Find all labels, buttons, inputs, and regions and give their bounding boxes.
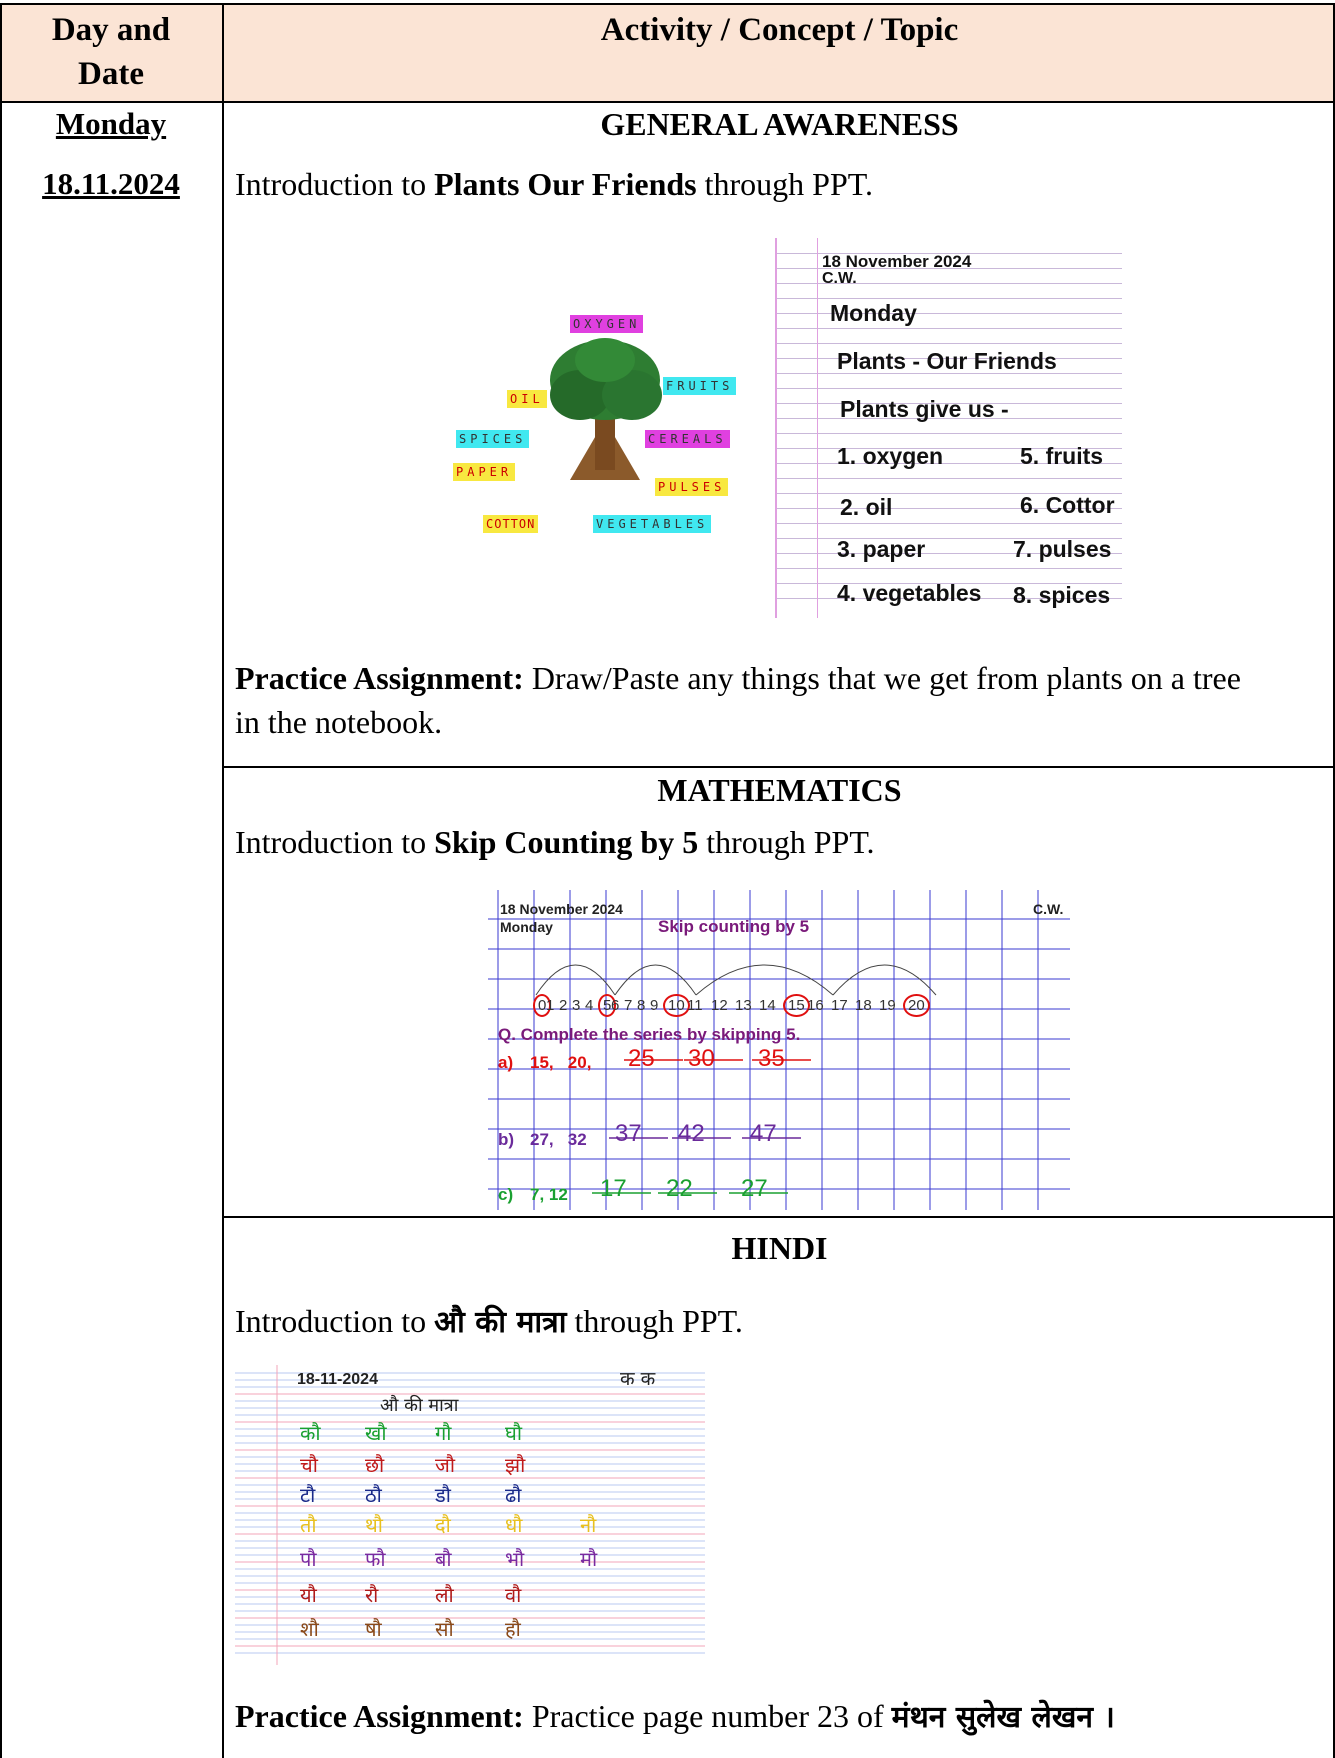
row-b-given: 27, 32: [530, 1130, 587, 1149]
nb-item: 3. paper: [837, 536, 926, 562]
matra-letter: दौ: [435, 1513, 451, 1537]
math-heading: Skip counting by 5: [658, 917, 810, 936]
number-line-value: 11: [687, 997, 703, 1014]
nb-date: 18 November 2024: [822, 252, 972, 271]
hindi-heading: औ की मात्रा: [380, 1395, 459, 1416]
matra-letter: वौ: [505, 1583, 522, 1607]
number-line-value: 19: [879, 997, 896, 1014]
number-line-value: 10: [663, 994, 690, 1017]
number-line-value: 9: [650, 997, 659, 1014]
nb-subtitle: Plants give us -: [840, 396, 1009, 422]
number-line-value: 17: [831, 997, 848, 1014]
matra-letter: ढौ: [505, 1483, 522, 1507]
row-a-label: a): [498, 1053, 514, 1072]
grid-mark: [536, 965, 615, 995]
matra-letter: जौ: [435, 1453, 456, 1477]
ga-intro: Introduction to Plants Our Friends through PPT.: [235, 166, 873, 202]
tag-cereals: CEREALS: [645, 430, 730, 448]
matra-letter: षौ: [365, 1617, 382, 1641]
math-cw: C.W.: [1033, 901, 1064, 917]
math-intro: Introduction to Skip Counting by 5 through PPT.: [235, 824, 875, 860]
matra-letter: छौ: [365, 1453, 385, 1477]
number-line-value: 4: [585, 997, 594, 1014]
tag-oil: OIL: [507, 390, 547, 408]
matra-letter: झौ: [505, 1453, 526, 1477]
number-line-value: 12: [711, 997, 728, 1014]
number-line-value: 8: [637, 997, 646, 1014]
table-border-left: [0, 3, 2, 1758]
plants-notebook-image: [775, 238, 1122, 618]
matra-letter: थौ: [365, 1513, 383, 1537]
matra-letter: मौ: [580, 1547, 598, 1571]
row-c-label: c): [498, 1185, 514, 1204]
tag-cotton: COTTON: [483, 515, 538, 533]
grid-mark: [833, 965, 936, 995]
matra-letter: ठौ: [365, 1483, 382, 1507]
number-line-value: 15: [783, 994, 810, 1017]
nb-item: 7. pulses: [1013, 536, 1112, 562]
matra-letter: शौ: [300, 1617, 319, 1641]
section-title-math: MATHEMATICS: [657, 772, 902, 808]
matra-letter: कौ: [300, 1421, 321, 1445]
row-a-answer: 25: [628, 1045, 655, 1072]
tag-fruits: FRUITS: [663, 377, 736, 395]
row-c-given: 7, 12: [530, 1185, 568, 1204]
nb-item: 4. vegetables: [837, 580, 982, 606]
tag-oxygen: OXYGEN: [570, 315, 643, 333]
table-border-top: [0, 3, 1335, 5]
number-line-value: 0: [533, 994, 551, 1017]
number-line-value: 6: [611, 997, 620, 1014]
number-line-value: 5: [598, 994, 616, 1017]
hindi-date: 18-11-2024: [297, 1371, 378, 1388]
tag-paper: PAPER: [453, 463, 515, 481]
nb-title: Plants - Our Friends: [837, 348, 1057, 374]
matra-letter: भौ: [505, 1547, 525, 1571]
matra-letter: डौ: [435, 1483, 451, 1507]
number-line-value: 18: [855, 997, 872, 1014]
matra-letter: खौ: [365, 1421, 387, 1445]
matra-letter: बौ: [435, 1547, 452, 1571]
row-a-answer: 30: [688, 1045, 715, 1072]
grid-mark: [696, 965, 833, 995]
number-line-value: 16: [807, 997, 824, 1014]
matra-letter: नौ: [580, 1513, 597, 1537]
number-line-value: 7: [624, 997, 633, 1014]
matra-letter: यौ: [300, 1583, 317, 1607]
grid-mark: [615, 965, 696, 995]
hindi-matra-sheet: [235, 1365, 705, 1665]
hindi-corner: क क: [620, 1368, 656, 1390]
matra-letter: लौ: [435, 1583, 454, 1607]
math-question: Q. Complete the series by skipping 5.: [498, 1025, 801, 1044]
number-line-value: 14: [759, 997, 776, 1014]
row-c-answer: 22: [666, 1175, 693, 1202]
matra-letter: तौ: [300, 1513, 317, 1537]
row-divider-1: [222, 766, 1335, 768]
number-line-value: 13: [735, 997, 752, 1014]
math-date: 18 November 2024: [500, 901, 623, 917]
number-line-value: 2: [559, 997, 568, 1014]
row-c-answer: 17: [600, 1175, 627, 1202]
row-b-label: b): [498, 1130, 515, 1149]
matra-letter: हौ: [505, 1617, 521, 1641]
matra-letter: घौ: [505, 1421, 522, 1445]
math-day: Monday: [500, 919, 553, 935]
matra-letter: चौ: [300, 1453, 318, 1477]
row-divider-2: [222, 1216, 1335, 1218]
date-label: 18.11.2024: [42, 166, 180, 201]
tree-icon: [450, 300, 760, 540]
column-divider: [222, 3, 224, 1758]
tag-vegetables: VEGETABLES: [593, 515, 711, 533]
ga-assignment-line2: in the notebook.: [235, 704, 443, 740]
row-b-answer: 47: [750, 1120, 777, 1147]
number-line-value: 1: [546, 997, 555, 1014]
tag-spices: SPICES: [456, 430, 529, 448]
number-line-value: 3: [572, 997, 581, 1014]
skip-counting-sheet: [488, 885, 1070, 1210]
nb-item: 2. oil: [840, 494, 893, 520]
nb-item: 8. spices: [1013, 582, 1111, 608]
header-divider: [0, 101, 1335, 103]
number-line-value: 20: [903, 994, 930, 1017]
nb-item: 1. oxygen: [837, 443, 944, 469]
tag-pulses: PULSES: [655, 478, 728, 496]
hindi-assignment: Practice Assignment: Practice page number 23 of मंथन सुलेख लेखन ।: [235, 1698, 1115, 1735]
row-b-answer: 42: [678, 1120, 705, 1147]
matra-letter: टौ: [300, 1483, 316, 1507]
nb-item: 5. fruits: [1020, 443, 1104, 469]
section-title-ga: GENERAL AWARENESS: [600, 106, 959, 142]
matra-letter: सौ: [435, 1617, 454, 1641]
header-day-date: Day and Date: [51, 12, 171, 92]
matra-letter: धौ: [505, 1513, 523, 1537]
day-label: Monday: [55, 106, 167, 141]
matra-letter: रौ: [365, 1583, 379, 1607]
row-b-answer: 37: [615, 1120, 642, 1147]
row-c-answer: 27: [741, 1175, 768, 1202]
matra-letter: फौ: [365, 1547, 386, 1571]
row-a-answer: 35: [758, 1045, 785, 1072]
nb-day: Monday: [830, 300, 917, 326]
plants-tree-image: [450, 300, 760, 540]
ga-assignment-line1: Practice Assignment: Draw/Paste any things that we get from plants on a tree: [235, 660, 1241, 696]
matra-letter: पौ: [300, 1547, 317, 1571]
section-title-hindi: HINDI: [731, 1230, 828, 1266]
hindi-intro: Introduction to औ की मात्रा through PPT.: [235, 1303, 743, 1340]
row-a-given: 15, 20,: [530, 1053, 592, 1072]
nb-item: 6. Cottor: [1020, 492, 1115, 518]
matra-letter: गौ: [435, 1421, 452, 1445]
nb-cw: C.W.: [822, 270, 857, 287]
header-activity: Activity / Concept / Topic: [600, 12, 959, 48]
